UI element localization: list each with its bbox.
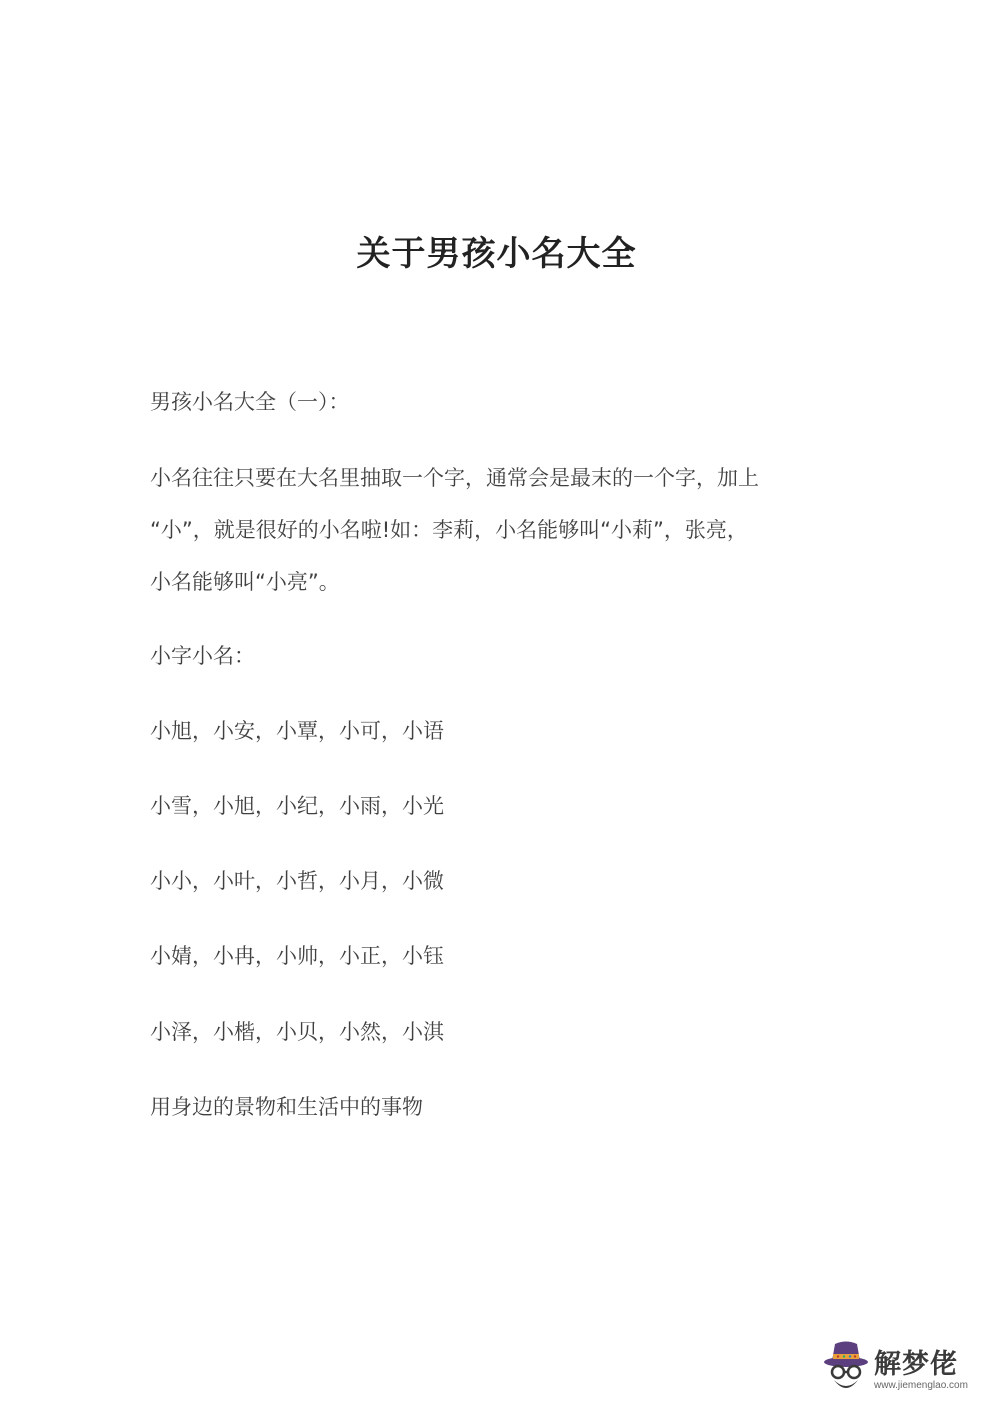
name-row: 小小，小叶，小哲，小月，小微 xyxy=(150,869,444,893)
name-row: 小泽，小楷，小贝，小然，小淇 xyxy=(150,1020,444,1044)
page-title: 关于男孩小名大全 xyxy=(356,234,637,274)
brand-url: www.jiemenglao.com xyxy=(874,1380,968,1391)
sub-heading: 小字小名： xyxy=(150,644,255,668)
paragraph-line: “小”，就是很好的小名啦!如：李莉，小名能够叫“小莉”，张亮， xyxy=(150,518,748,542)
name-row: 小旭，小安，小覃，小可，小语 xyxy=(150,719,444,743)
closing-line: 用身边的景物和生活中的事物 xyxy=(150,1095,423,1119)
brand-name: 解梦佬 xyxy=(874,1349,958,1380)
paragraph-line: 小名能够叫“小亮”。 xyxy=(150,570,340,594)
paragraph-line: 小名往往只要在大名里抽取一个字，通常会是最末的一个字，加上 xyxy=(150,466,759,490)
name-row: 小婧，小冉，小帅，小正，小钰 xyxy=(150,944,444,968)
section-heading: 男孩小名大全（一）： xyxy=(150,390,350,414)
name-row: 小雪，小旭，小纪，小雨，小光 xyxy=(150,794,444,818)
watermark-logo xyxy=(822,1336,972,1398)
detective-hat-glasses-icon xyxy=(822,1336,870,1396)
